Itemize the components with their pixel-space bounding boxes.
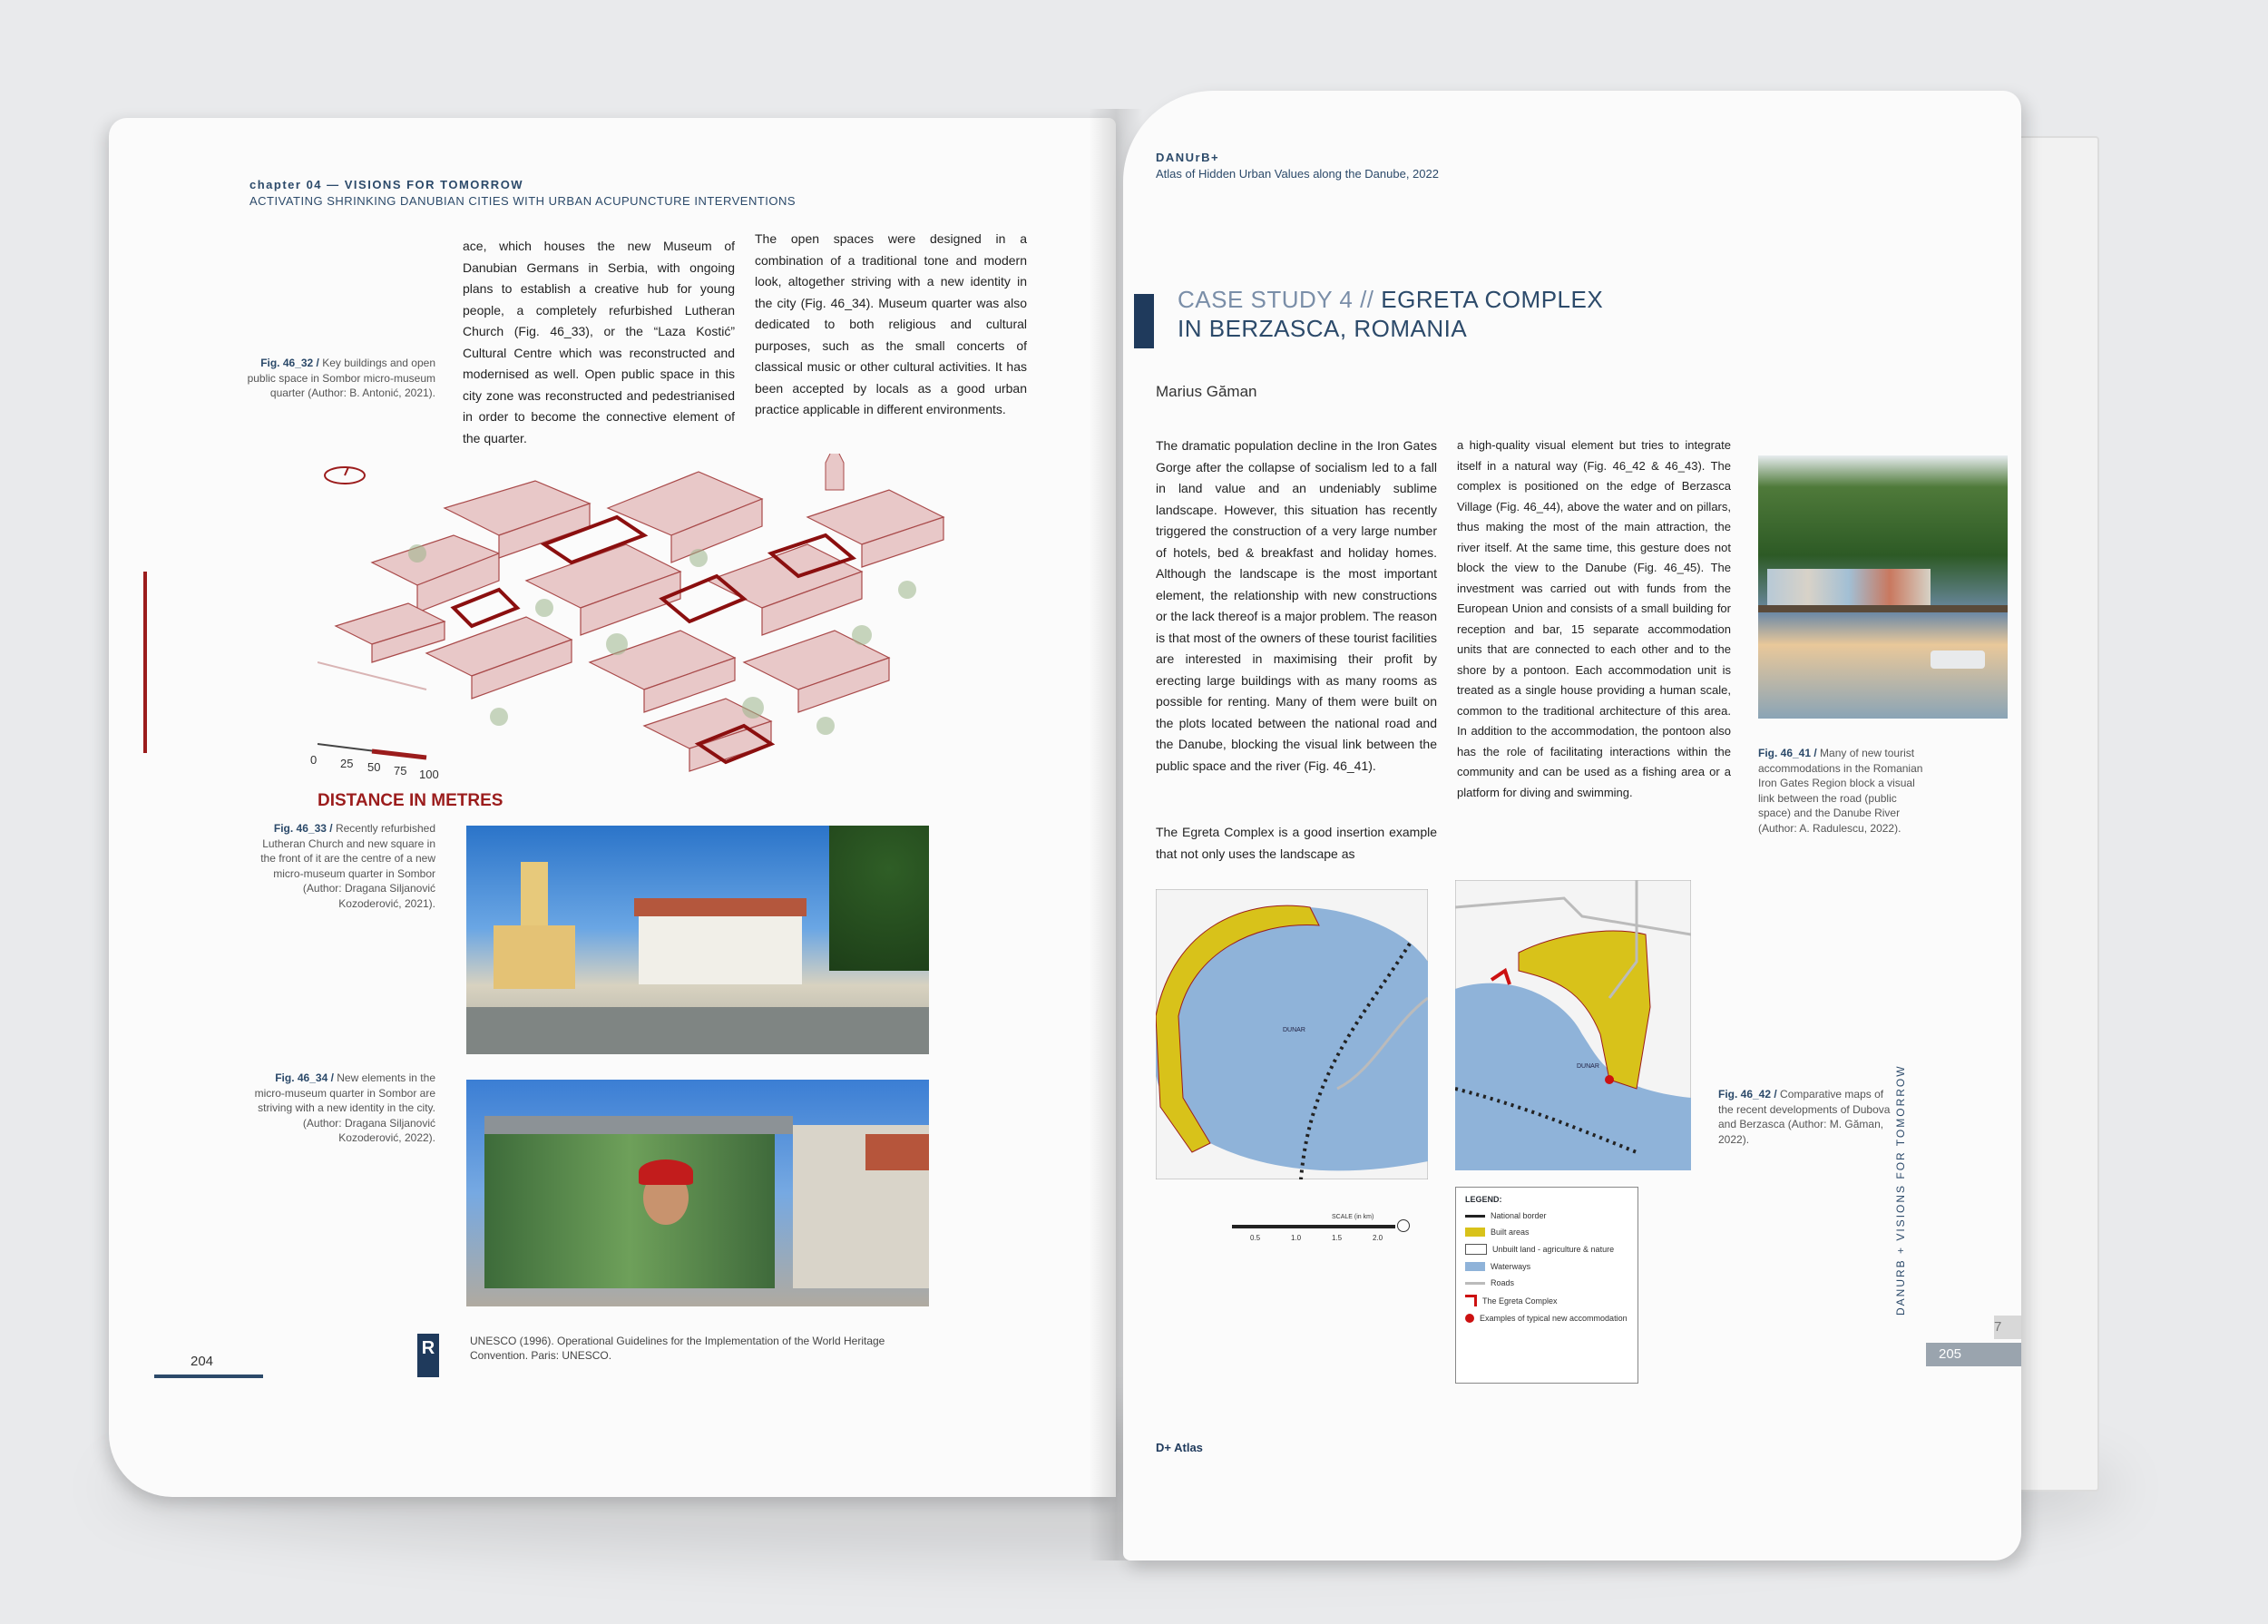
fig33-caption xyxy=(245,821,435,911)
map-berzasca-label: DUNAR xyxy=(1577,1063,1599,1070)
map-berzasca xyxy=(1455,880,1691,1170)
vertical-running-head: DANURB + VISIONS FOR TOMORROW xyxy=(1894,1064,1907,1316)
case-study-title xyxy=(1178,285,1603,343)
left-page xyxy=(109,118,1116,1497)
legend-item-national-border: National border xyxy=(1465,1211,1637,1220)
fig33-label: Fig. 46_33 / xyxy=(273,822,333,835)
fig34-label: Fig. 46_34 / xyxy=(275,1071,334,1084)
map-dubova xyxy=(1156,889,1428,1179)
fig33-caption-text: Recently refurbished Lutheran Church and new square in the front of it are the centre of a new micro-museum quarter in Sombor (Author: Dragana Siljanović Kozoderović, 2021). xyxy=(260,822,435,910)
left-column-1-text: ace, which houses the new Museum of Danubian Germans in Serbia, with ongoing plans to establish a creative hub for young people, a completely refurbished Lutheran Church (Fig. 46_33), or the “Laza Kostić” Cultural Centre which was reconstructed and modernised as well. Open public space in this city zone was reconstructed and pedestrianised in order to become the connective element of the quarter. xyxy=(463,239,735,445)
right-column-2-text: a high-quality visual element but tries to integrate itself in a natural way (Fig. 46_42 & 46_43). The complex is positioned on the edge of Berzasca Village (Fig. 46_44), above the water and on pillars, thus making the most of the main attraction, the river itself. At the same time, this gesture does not block the view to the Danube (Fig. 46_45). The investment was carried out with funds from the European Union and consists of a small building for reception and bar, 15 separate accommodation units that are connected to each other and to the shore by a pontoon. Each accommodation unit is treated as a single house providing a human scale, common to the traditional architecture of this area. In addition to the accommodation, the pontoon also has the role of facilitating interactions within the community and can be used as a fishing area or a platform for diving and swimming. xyxy=(1457,438,1731,799)
next-page-number-edge: 7 xyxy=(1994,1316,2021,1339)
left-edge-accent xyxy=(143,572,147,753)
scale-tick-25: 25 xyxy=(340,757,354,770)
case-title-light: CASE STUDY 4 // xyxy=(1178,286,1382,313)
scale-tick-75: 75 xyxy=(394,764,407,778)
map-scale-tick-20: 2.0 xyxy=(1373,1234,1383,1242)
right-page-number-tab xyxy=(1926,1343,2021,1366)
fig32-caption-text: Key buildings and open public space in Sombor micro-museum quarter (Author: B. Antonić, 2021). xyxy=(247,357,435,399)
legend-title: LEGEND: xyxy=(1465,1195,1502,1204)
scale-tick-50: 50 xyxy=(367,760,381,774)
fig41-photo-tourist-accommodations xyxy=(1758,455,2008,719)
legend-item-typical-accommodation: Examples of typical new accommodation xyxy=(1465,1314,1637,1323)
map-scale-tick-05: 0.5 xyxy=(1250,1234,1261,1242)
fig42-caption xyxy=(1718,1087,1891,1147)
north-arrow-icon xyxy=(1397,1219,1410,1232)
footnote-marker: R xyxy=(417,1334,439,1377)
fig34-photo-new-elements xyxy=(466,1080,929,1306)
author-name: Marius Găman xyxy=(1156,383,1257,400)
left-column-2-text: The open spaces were designed in a combination of a traditional tone and modern look, altogether striving with a new identity in the city (Fig. 46_34). Museum quarter was also dedicated to both religious and cultural purposes, such as the small concerts of classical music or other cultural activities. It has been accepted by locals as a good urban practice applicable in different environments. xyxy=(755,231,1027,416)
legend-item-built-areas: Built areas xyxy=(1465,1228,1637,1237)
map-legend xyxy=(1455,1187,1638,1384)
case-title-strong-2: IN BERZASCA, ROMANIA xyxy=(1178,315,1468,342)
fig33-photo-lutheran-church xyxy=(466,826,929,1054)
map-scale-bar xyxy=(1232,1225,1395,1228)
title-accent-block xyxy=(1134,294,1154,348)
map-scale-tick-15: 1.5 xyxy=(1332,1234,1343,1242)
scale-title: DISTANCE IN METRES xyxy=(318,791,503,810)
fig41-label: Fig. 46_41 / xyxy=(1758,747,1817,759)
right-page-number: 205 xyxy=(1939,1346,1962,1362)
right-column-1-text: The dramatic population decline in the Iron Gates Gorge after the collapse of socialism led to a fall in land value and an undeniably sublime landscape. However, this situation has recently triggered the construction of a very large number of hotels, bed & breakfast and holiday homes. Although the landscape is the most important element, the relationship with new constructions or the lack thereof is a major problem. The reason is that most of the owners of these tourist facilities are interested in maximising their profit by erecting large buildings with as many rooms as possible for renting. Many of them were built on the plots located between the national road and the Danube, blocking the visual link between the public space and the river (Fig. 46_41). xyxy=(1156,438,1437,773)
legend-item-egreta-complex: The Egreta Complex xyxy=(1465,1295,1637,1306)
brand-heading: DANUrB+ xyxy=(1156,151,1220,164)
isometric-building-map xyxy=(318,454,980,835)
fig42-label: Fig. 46_42 / xyxy=(1718,1088,1777,1101)
footnote: UNESCO (1996). Operational Guidelines for the Implementation of the World Heritage Convention. Paris: UNESCO. xyxy=(470,1335,885,1362)
scale-bar xyxy=(318,744,426,758)
fig41-caption xyxy=(1758,746,1931,836)
fig34-caption xyxy=(245,1071,435,1146)
right-column-1-text-cont: The Egreta Complex is a good insertion example that not only uses the landscape as xyxy=(1156,825,1437,861)
case-title-strong-1: EGRETA COMPLEX xyxy=(1381,286,1604,313)
fig41-caption-text: Many of new tourist accommodations in the Romanian Iron Gates Region block a visual link between the road (public space) and the Danube River (Author: A. Radulescu, 2022). xyxy=(1758,747,1923,835)
brand-subtitle: Atlas of Hidden Urban Values along the Danube, 2022 xyxy=(1156,167,1439,181)
chapter-subtitle: ACTIVATING SHRINKING DANUBIAN CITIES WITH URBAN ACUPUNCTURE INTERVENTIONS xyxy=(249,194,797,208)
right-page xyxy=(1123,91,2021,1560)
legend-item-unbuilt-land: Unbuilt land - agriculture & nature xyxy=(1465,1244,1637,1255)
fig42-caption-text: Comparative maps of the recent developments of Dubova and Berzasca (Author: M. Găman, 2022). xyxy=(1718,1088,1891,1146)
map-scale-tick-10: 1.0 xyxy=(1291,1234,1302,1242)
footer-label: D+ Atlas xyxy=(1156,1441,1203,1454)
legend-item-roads: Roads xyxy=(1465,1278,1637,1287)
scale-tick-0: 0 xyxy=(310,753,318,767)
map-dubova-label: DUNAR xyxy=(1283,1027,1305,1033)
chapter-heading: chapter 04 — VISIONS FOR TOMORROW xyxy=(249,178,524,191)
legend-item-waterways: Waterways xyxy=(1465,1262,1637,1271)
fig34-caption-text: New elements in the micro-museum quarter in Sombor are striving with a new identity in the city. (Author: Dragana Siljanović Kozoderović, 2022). xyxy=(254,1071,435,1144)
scale-tick-100: 100 xyxy=(419,768,439,781)
fig32-label: Fig. 46_32 / xyxy=(260,357,319,369)
fig32-caption xyxy=(245,356,435,401)
left-page-number: 204 xyxy=(191,1354,214,1369)
page-number-rule xyxy=(154,1375,263,1378)
map-scale-label: SCALE (in km) xyxy=(1332,1214,1374,1220)
